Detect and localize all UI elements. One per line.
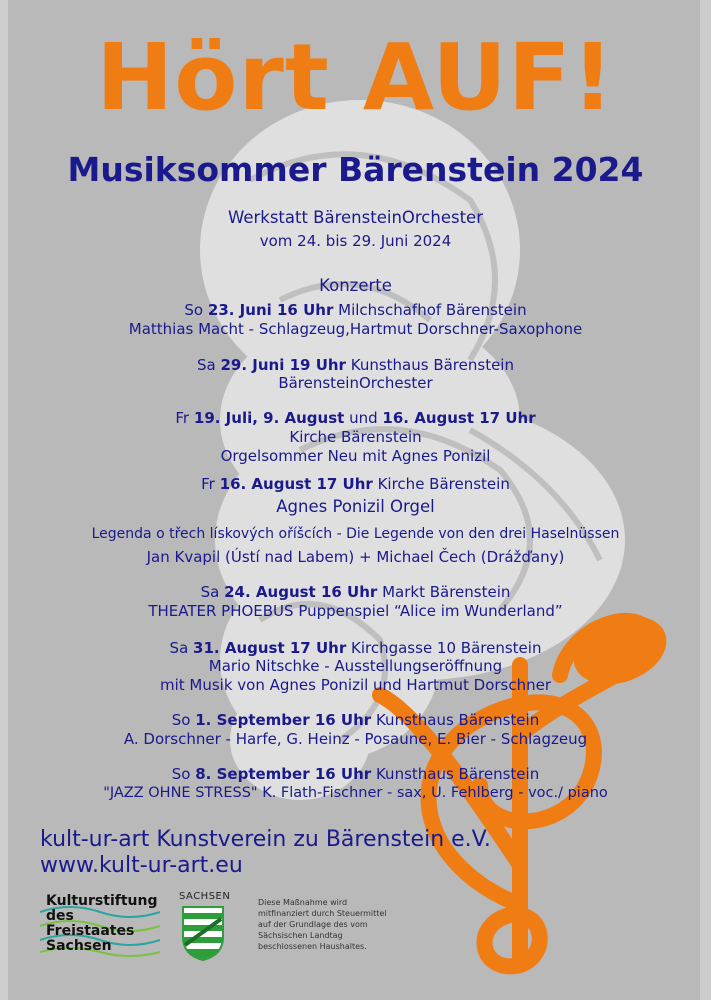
event-detail: Kirche Bärenstein <box>289 428 422 446</box>
event-detail: Mario Nitschke - Ausstellungseröffnung <box>208 657 503 675</box>
event-header: So 8. September 16 Uhr Kunsthaus Bärenstein <box>171 765 540 783</box>
event-detail: BärensteinOrchester <box>278 374 433 392</box>
event-detail: Jan Kvapil (Ústí nad Labem) + Michael Čech (Drážďany) <box>146 548 565 566</box>
website-link[interactable]: www.kult-ur-art.eu <box>40 853 243 878</box>
event-header: So 23. Juni 16 Uhr Milchschafhof Bärenstein <box>184 301 527 319</box>
event-detail: "JAZZ OHNE STRESS" K. Flath-Fischner - sax, U. Fehlberg - voc./ piano <box>103 785 608 801</box>
event-detail: Matthias Macht - Schlagzeug,Hartmut Dorschner-Saxophone <box>128 320 583 338</box>
event-header: Sa 31. August 17 Uhr Kirchgasse 10 Bärenstein <box>169 639 542 657</box>
werkstatt-title: Werkstatt BärensteinOrchester <box>227 208 483 227</box>
org-name: kult-ur-art Kunstverein zu Bärenstein e.V. <box>40 827 491 852</box>
sachsen-crest-icon <box>181 905 225 961</box>
event-header: Fr 19. Juli, 9. August und 16. August 17 Uhr <box>175 409 536 427</box>
event-detail: Agnes Ponizil Orgel <box>276 497 435 516</box>
werkstatt-dates: vom 24. bis 29. Juni 2024 <box>259 232 452 250</box>
event-detail: mit Musik von Agnes Ponizil und Hartmut Dorschner <box>159 676 552 694</box>
event-detail: THEATER PHOEBUS Puppenspiel “Alice im Wunderland” <box>148 602 563 620</box>
event-detail: Orgelsommer Neu mit Agnes Ponizil <box>220 447 491 465</box>
event-detail: A. Dorschner - Harfe, G. Heinz - Posaune, E. Bier - Schlagzeug <box>123 730 588 748</box>
event-header: Sa 29. Juni 19 Uhr Kunsthaus Bärenstein <box>197 356 514 374</box>
funding-notice: Diese Maßnahme wird mitfinanziert durch Steuermittel auf der Grundlage des vom Sächsischen Landtag beschlossenen Haushaltes. <box>258 898 387 951</box>
event-header: Fr 16. August 17 Uhr Kirche Bärenstein <box>201 475 510 493</box>
event-header: Sa 24. August 16 Uhr Markt Bärenstein <box>200 583 511 601</box>
konzerte-heading: Konzerte <box>319 276 392 295</box>
sachsen-label: SACHSEN <box>179 891 231 902</box>
event-detail: Legenda o třech lískových oříšcích - Die Legende von den drei Haselnüssen <box>91 526 620 542</box>
subtitle: Musiksommer Bärenstein 2024 <box>67 150 644 189</box>
headline: Hört AUF! <box>96 24 615 131</box>
event-header: So 1. September 16 Uhr Kunsthaus Bärenstein <box>171 711 540 729</box>
kulturstiftung-logo: Kulturstiftung des Freistaates Sachsen <box>46 893 158 954</box>
